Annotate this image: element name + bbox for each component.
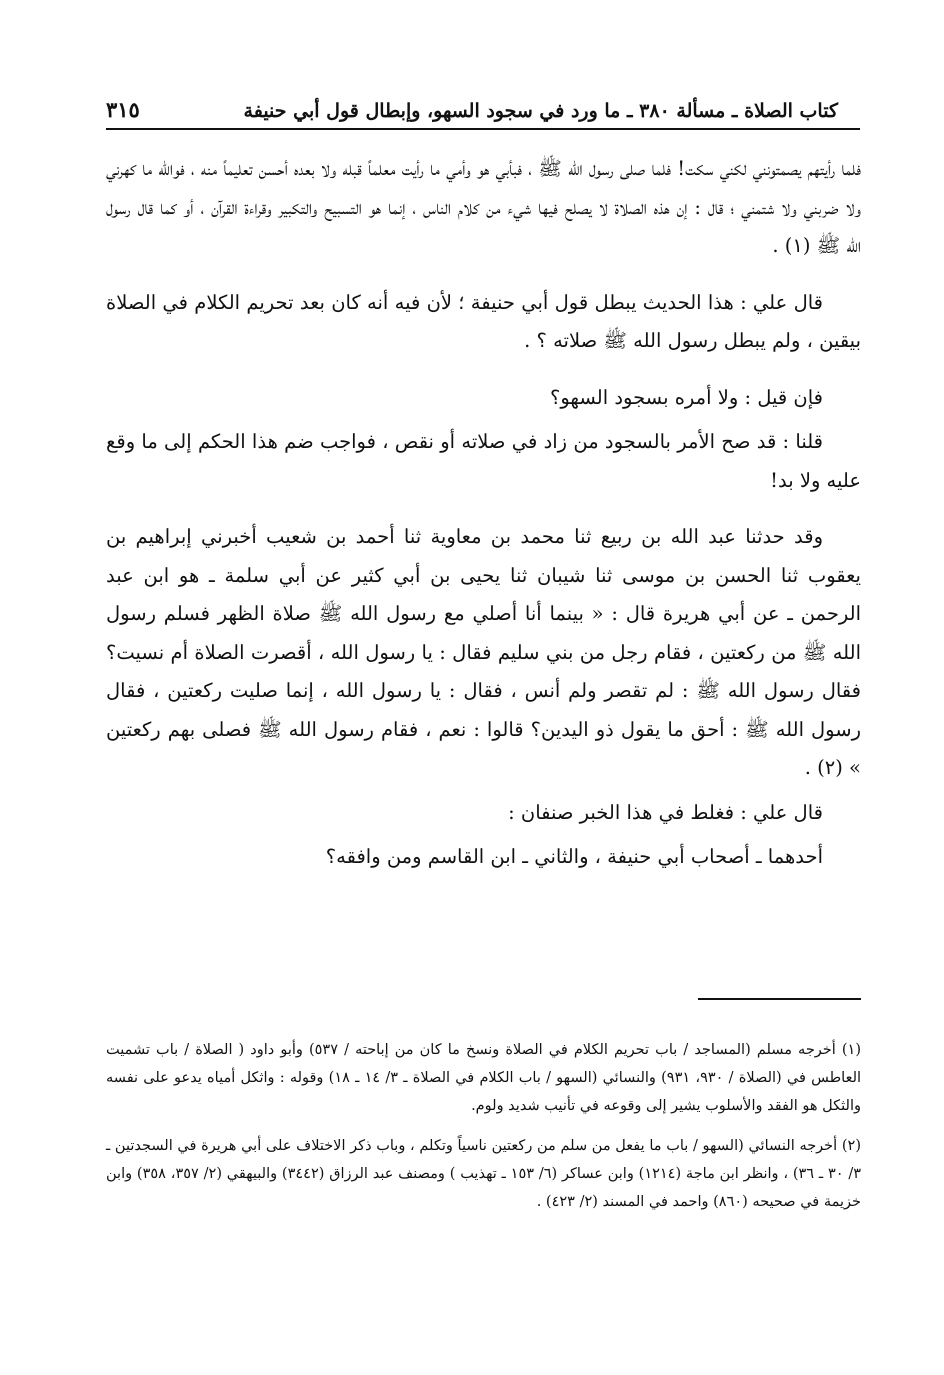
footnotes <box>106 1036 861 1228</box>
paragraph-3: فإن قيل : ولا أمره بسجود السهو؟ <box>549 385 823 409</box>
footnote-2: (٢) أخرجه النسائي (السهو / باب ما يفعل من سلم من ركعتين ناسياً وتكلم ، وباب ذكر الاختلاف على أبي هريرة في السجدتين ـ ٣/ ٣٠ ـ ٣٦) ، وانظر ابن ماجة (١٢١٤) وابن عساكر (٦/ ١٥٣ ـ تهذيب ) ومصنف عبد الرزاق (٣٤٤٢) والبيهقي (٢/ ٣٥٧، ٣٥٨) وابن خزيمة في صحيحه (٨٦٠) واحمد في المسند (٢/ ٤٢٣) . <box>106 1138 862 1210</box>
footnote-1: (١) أخرجه مسلم (المساجد / باب تحريم الكلام في الصلاة ونسخ ما كان من إباحته / ٥٣٧) وأبو داود ( الصلاة / باب تشميت العاطس في (الصلاة / ٩٣٠، ٩٣١) والنسائي (السهو / باب الكلام في الصلاة ـ ٣/ ١٤ ـ ١٨) وقوله : واثكل أمياه يدعو على نفسه والثكل هو الفقد والأسلوب يشير إلى وقوعه في تأنيب شديد ولوم. <box>106 1042 862 1114</box>
paragraph-7: أحدهما ـ أصحاب أبي حنيفة ، والثاني ـ ابن القاسم ومن وافقه؟ <box>325 845 823 868</box>
header-rule <box>106 128 860 130</box>
footnote-rule <box>698 998 861 1000</box>
paragraph-1: فلما رأيتهم يصمتونني لكني سكت! فلما صلى رسول الله ﷺ ، فبأبي هو وأمي ما رأيت معلماً قبله ولا بعده أحسن تعليماً منه ، فوالله ما كهرني ولا ضربني ولا شتمني ؛ قال : إن هذه الصلاة لا يصلح فيها شيء من كلام الناس ، إنما هو التسبيح والتكبير وقراءة القرآن ، أو كما قال رسول الله ﷺ (١) . <box>106 157 861 257</box>
paragraph-5: وقد حدثنا عبد الله بن ربيع ثنا محمد بن معاوية ثنا أحمد بن شعيب أخبرني إبراهيم بن يعقوب ثنا الحسن بن موسى ثنا شيبان ثنا يحيى بن أبي كثير عن أبي سلمة ـ هو ابن عبد الرحمن ـ عن أبي هريرة قال : « بينما أنا أصلي مع رسول الله ﷺ صلاة الظهر فسلم رسول الله ﷺ من ركعتين ، فقام رجل من بني سليم فقال : يا رسول الله ، أقصرت الصلاة أم نسيت؟ فقال رسول الله ﷺ : لم تقصر ولم أنس ، فقال : يا رسول الله ، إنما صليت ركعتين ، فقال رسول الله ﷺ : أحق ما يقول ذو اليدين؟ قالوا : نعم ، فقام رسول الله ﷺ فصلى بهم ركعتين » (٢) . <box>106 525 861 779</box>
running-title: كتاب الصلاة ـ مسألة ٣٨٠ ـ ما ورد في سجود السهو، وإبطال قول أبي حنيفة <box>243 100 838 122</box>
main-text <box>106 150 861 877</box>
page-header <box>106 82 838 122</box>
paragraph-6: قال علي : فغلط في هذا الخبر صنفان : <box>508 800 823 824</box>
page-number: ٣١٥ <box>106 97 140 122</box>
paragraph-4: قلنا : قد صح الأمر بالسجود من زاد في صلاته أو نقص ، فواجب ضم هذا الحكم إلى ما وقع عليه ولا بد! <box>106 430 861 492</box>
paragraph-2: قال علي : هذا الحديث يبطل قول أبي حنيفة ؛ لأن فيه أنه كان بعد تحريم الكلام في الصلاة بيقين ، ولم يبطل رسول الله ﷺ صلاته ؟ . <box>106 290 861 352</box>
